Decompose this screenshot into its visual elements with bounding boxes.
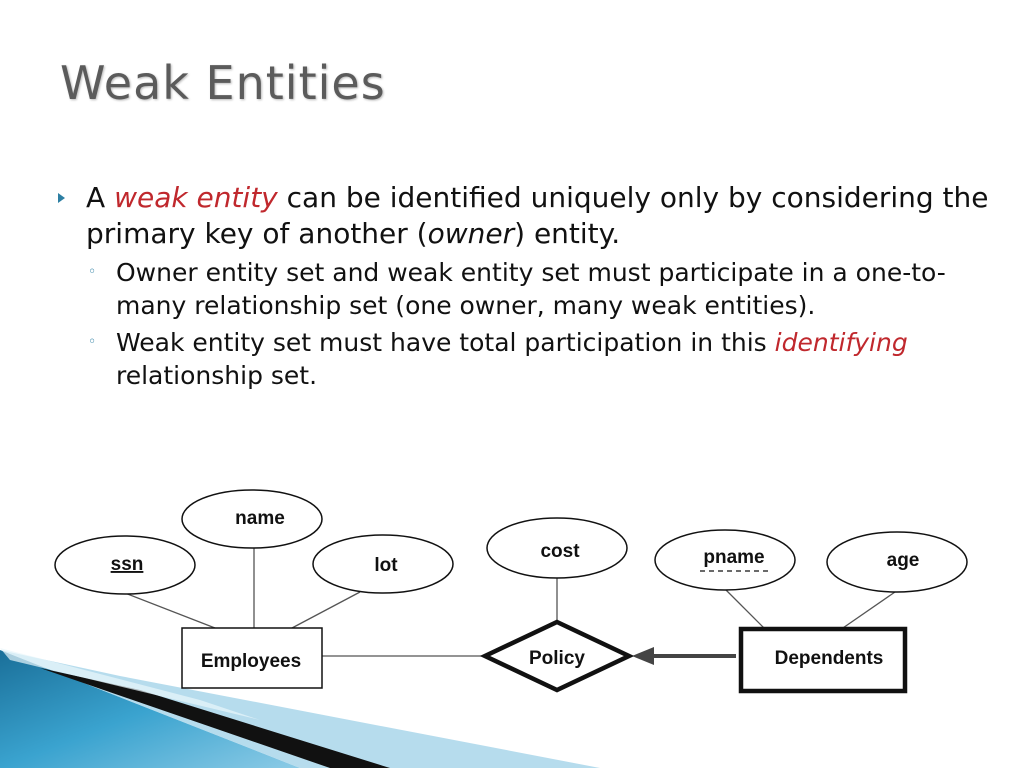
slide-title: Weak Entities [60, 56, 386, 110]
attr-ssn-label: ssn [110, 554, 144, 575]
attr-pname-label: pname [703, 547, 765, 568]
attr-name-label: name [235, 508, 285, 529]
sub1-text: Owner entity set and weak entity set must participate in a one-to-many relationship set (one owner, many weak entities). [116, 258, 946, 320]
identifying-arrow [632, 647, 736, 665]
circle-bullet-icon: ◦ [88, 264, 97, 280]
attr-cost-label: cost [540, 541, 580, 562]
line-pname-dependents [726, 590, 766, 630]
circle-bullet-icon: ◦ [88, 334, 97, 350]
sub2-pre: Weak entity set must have total participation in this [116, 328, 775, 357]
bullet1-mid: can be identified uniquely only by considering the primary key of another ( [86, 181, 989, 250]
bullet1-post: ) entity. [514, 217, 621, 250]
entity-dependents-label: Dependents [774, 648, 884, 669]
attr-lot-label: lot [374, 555, 398, 576]
bullet1-owner: owner [427, 217, 515, 250]
line-lot-employees [292, 592, 360, 628]
line-ssn-employees [125, 593, 215, 628]
sub2-term: identifying [774, 328, 908, 357]
line-age-dependents [840, 592, 895, 630]
sub2-post: relationship set. [116, 361, 318, 390]
attribute-ellipses [55, 490, 967, 594]
arrowhead-icon [632, 647, 654, 665]
bullet1-pre: A [86, 181, 115, 214]
relationship-policy-label: Policy [529, 648, 585, 669]
bullet1-term: weak entity [114, 181, 278, 214]
attr-age-label: age [886, 550, 920, 571]
entity-employees-label: Employees [200, 651, 302, 672]
